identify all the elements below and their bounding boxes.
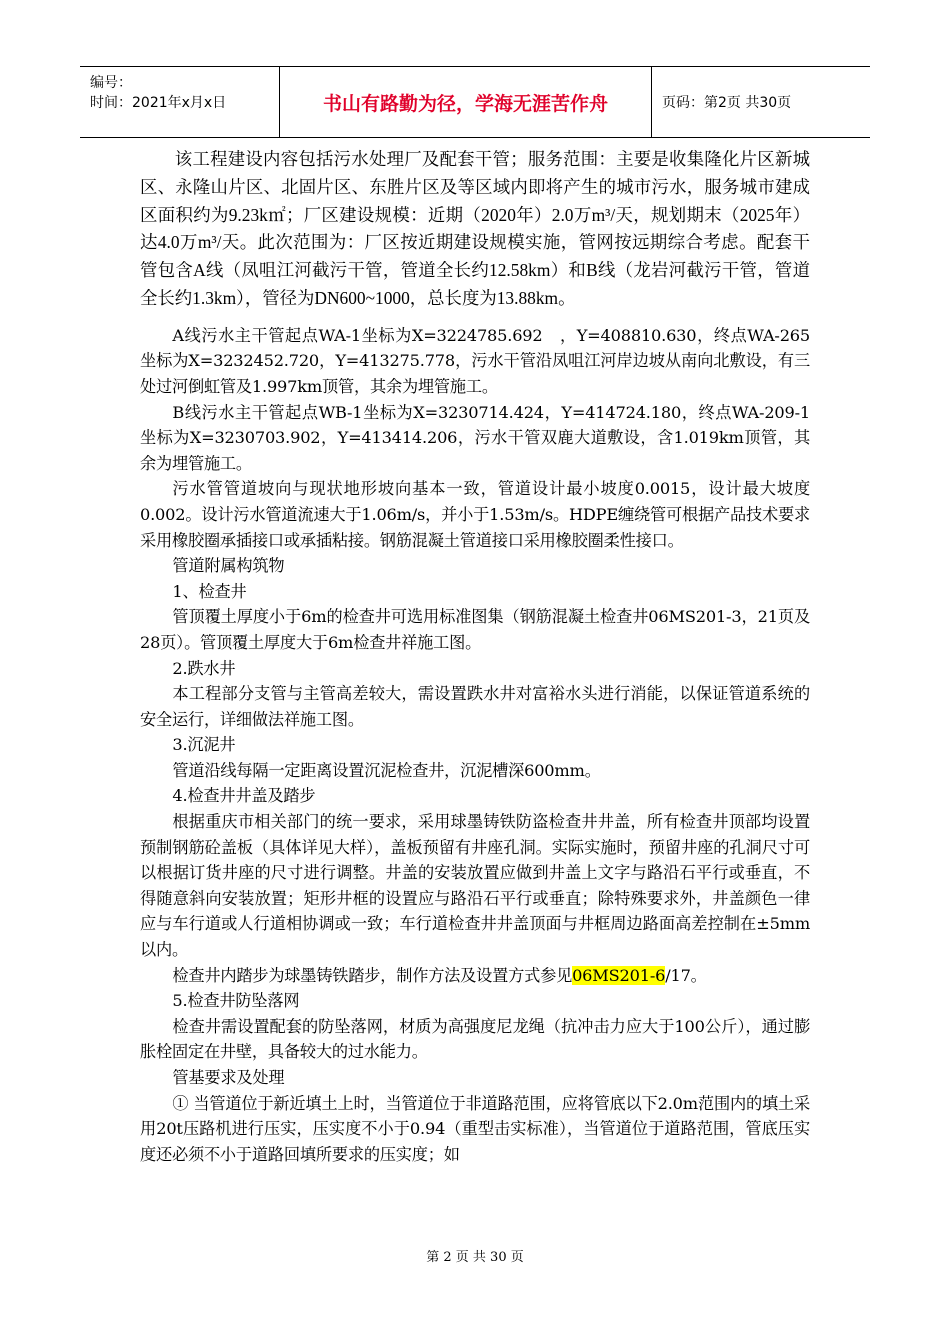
- steps-text-end: /17。: [665, 965, 707, 985]
- header-motto: 书山有路勤为径，学海无涯苦作舟: [280, 67, 652, 137]
- project-overview-paragraph: 该工程建设内容包括污水处理厂及配套干管；服务范围：主要是收集隆化片区新城区、永隆山片区、北固片区、东胜片区及等区域内即将产生的城市污水，服务城市建成区面积约为9.23k㎡；厂区建设规模：近期（2020年）2.0万m³/天，规划期末（2025年）达4.0万m³/天。此次范围为：厂区按近期建设规模实施，管网按远期综合考虑。配套干管包含A线（凤咀江河截污干管，管道全长约12.58km）和B线（龙岩河截污干管，管道全长约1.3km），管径为DN600~1000，总长度为13.88km。: [140, 149, 810, 308]
- document-number-label: 编号：: [90, 75, 132, 91]
- line-a-paragraph: A线污水主干管起点WA-1坐标为X=3224785.692 ，Y=408810.630，终点WA-265坐标为X=3232452.720，Y=413275.778，污水干管沿凤咀江河岸边坡从南向北敷设，有三处过河倒虹管及1.997km顶管，其余为埋管施工。: [140, 325, 810, 396]
- section-heading: 5.检查井防坠落网: [172, 991, 300, 1011]
- steps-text: 检查井内踏步为球墨铸铁踏步，制作方法及设置方式参见: [172, 965, 573, 985]
- slope-paragraph: 污水管管道坡向与现状地形坡向基本一致，管道设计最小坡度0.0015，设计最大坡度0.002。设计污水管道流速大于1.06m/s，并小于1.53m/s。HDPE缠绕管可根据产品技术要求采用橡胶圈承插接口或承插粘接。钢筋混凝土管道接口采用橡胶圈柔性接口。: [140, 479, 810, 550]
- section-heading: 3.沉泥井: [172, 735, 236, 755]
- drop-well-paragraph: 本工程部分支管与主管高差较大，需设置跌水井对富裕水头进行消能，以保证管道系统的安全运行，详细做法祥施工图。: [140, 684, 810, 729]
- sediment-well-paragraph: 管道沿线每隔一定距离设置沉泥检查井，沉泥槽深600mm。: [172, 760, 601, 780]
- section-heading: 4.检查井井盖及踏步: [172, 786, 316, 806]
- steps-paragraph: [140, 963, 810, 989]
- fall-net-paragraph: 检查井需设置配套的防坠落网，材质为高强度尼龙绳（抗冲击力应大于100公斤），通过膨胀栓固定在井壁，具备较大的过水能力。: [140, 1016, 810, 1062]
- section-heading: 2.跌水井: [172, 658, 236, 678]
- highlighted-reference: 06MS201-6: [572, 965, 666, 985]
- foundation-paragraph: ① 当管道位于新近填土上时，当管道位于非道路范围，应将管底以下2.0m范围内的填土采用20t压路机进行压实，压实度不小于0.94（重型击实标准），当管道位于道路范围，管底压实度还必须不小于道路回填所要求的压实度；如: [140, 1093, 810, 1164]
- section-heading: 1、检查井: [172, 581, 247, 601]
- page-header: [80, 66, 870, 138]
- page-footer: 第 2 页 共 30 页: [426, 1250, 524, 1265]
- document-body: [140, 146, 810, 1167]
- header-meta: [80, 67, 280, 137]
- document-date: 时间：2021年x月x日: [90, 95, 227, 111]
- section-heading: 管道附属构筑物: [172, 556, 285, 576]
- line-b-paragraph: B线污水主干管起点WB-1坐标为X=3230714.424，Y=414724.180，终点WA-209-1坐标为X=3230703.902，Y=413414.206，污水干管双鹿大道敷设，含1.019km顶管，其余为埋管施工。: [140, 402, 810, 473]
- header-page-info: 页码：第2页 共30页: [662, 95, 792, 111]
- inspection-well-paragraph: 管顶覆土厚度小于6m的检查井可选用标准图集（钢筋混凝土检查井06MS201-3，21页及28页）。管顶覆土厚度大于6m检查井祥施工图。: [140, 607, 810, 652]
- well-cover-paragraph: 根据重庆市相关部门的统一要求，采用球墨铸铁防盗检查井井盖，所有检查井顶部均设置预制钢筋砼盖板（具体详见大样），盖板预留有井座孔洞。实际实施时，预留井座的孔洞尺寸可以根据订货井座的尺寸进行调整。井盖的安装放置应做到井盖上文字与路沿石平行或垂直，不得随意斜向安装放置；矩形井框的设置应与路沿石平行或垂直；除特殊要求外，井盖颜色一律应与车行道或人行道相协调或一致；车行道检查井井盖顶面与井框周边路面高差控制在±5mm以内。: [140, 812, 810, 960]
- section-heading: 管基要求及处理: [172, 1068, 285, 1087]
